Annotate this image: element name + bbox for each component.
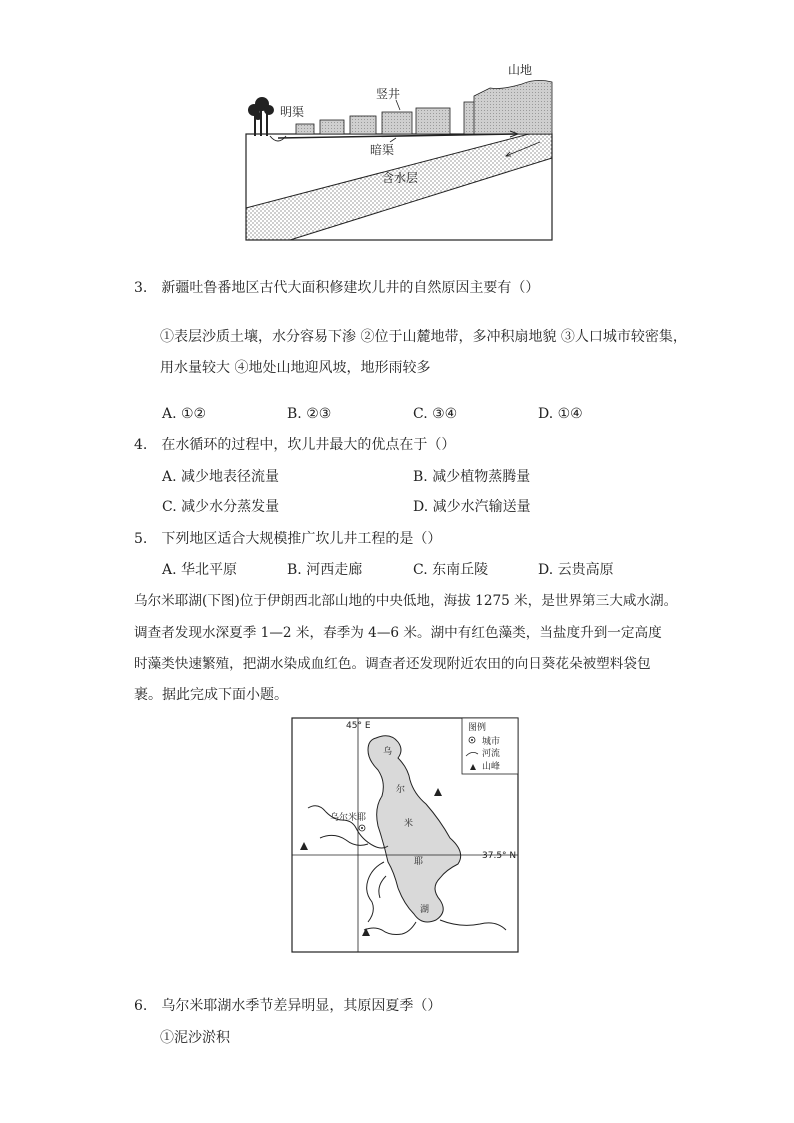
lake-char: 耶 [414, 857, 424, 867]
lake-urmia-map [290, 716, 520, 954]
surface-block [296, 124, 314, 134]
legend-river: 河流 [482, 749, 501, 759]
q5-option-c[interactable]: C. 东南丘陵 [413, 562, 489, 578]
mountain-label: 山地 [508, 63, 533, 77]
q6-stem: 6. 乌尔米耶湖水季节差异明显，其原因夏季（） [134, 998, 442, 1014]
hidden-canal-label: 暗渠 [370, 143, 395, 157]
q5-option-b[interactable]: B. 河西走廊 [287, 562, 363, 578]
q5-option-a[interactable]: A. 华北平原 [162, 562, 238, 578]
tree-icon [248, 97, 274, 136]
q4-option-a[interactable]: A. 减少地表径流量 [162, 469, 280, 485]
lake-char: 尔 [396, 785, 406, 795]
lake-char: 米 [404, 819, 414, 829]
q5-option-d[interactable]: D. 云贵高原 [538, 562, 614, 578]
passage-line3: 时藻类快速繁殖，把湖水染成血红色。调查者还发现附近农田的向日葵花朵被塑料袋包 [134, 656, 651, 672]
q5-stem: 5. 下列地区适合大规模推广坎儿井工程的是（） [134, 531, 442, 547]
surface-block [416, 108, 450, 134]
q3-option-a[interactable]: A. ①② [162, 406, 207, 422]
city-label: 乌尔米耶 [330, 813, 367, 823]
q3-option-d[interactable]: D. ①④ [538, 406, 583, 422]
shaft-label: 竖井 [376, 87, 401, 101]
karez-diagram [240, 58, 560, 248]
lake-char: 乌 [383, 747, 393, 757]
open-canal-label: 明渠 [280, 105, 305, 119]
q3-line2: 用水量较大 ④地处山地迎风坡，地形雨较多 [160, 360, 431, 376]
q3-option-c[interactable]: C. ③④ [413, 406, 458, 422]
surface-block [350, 116, 376, 134]
legend-peak: 山峰 [482, 762, 501, 772]
q3-option-b[interactable]: B. ②③ [287, 406, 332, 422]
legend-title: 图例 [468, 723, 487, 733]
q4-option-c[interactable]: C. 减少水分蒸发量 [162, 499, 280, 515]
latitude-label: 37.5° N [482, 851, 517, 861]
q4-option-d[interactable]: D. 减少水汽输送量 [413, 499, 531, 515]
lake-char: 湖 [420, 905, 430, 915]
surface-block [320, 120, 344, 134]
passage-line4: 裹。据此完成下面小题。 [134, 687, 288, 703]
longitude-label: 45° E [346, 721, 371, 731]
q4-stem: 4. 在水循环的过程中，坎儿井最大的优点在于（） [134, 437, 456, 453]
passage-line2: 调查者发现水深夏季 1—2 米，春季为 4—6 米。湖中有红色藻类，当盐度升到一定高度 [134, 625, 662, 641]
legend-city: 城市 [482, 737, 501, 747]
mountain-block [474, 80, 552, 134]
q4-option-b[interactable]: B. 减少植物蒸腾量 [413, 469, 531, 485]
q3-stem: 3. 新疆吐鲁番地区古代大面积修建坎儿井的自然原因主要有（） [134, 280, 540, 296]
aquifer-label: 含水层 [382, 171, 419, 185]
passage-line1: 乌尔米耶湖(下图)位于伊朗西北部山地的中央低地，海拔 1275 米，是世界第三大咸水湖。 [134, 593, 678, 609]
q3-line1: ①表层沙质土壤，水分容易下渗 ②位于山麓地带，多冲积扇地貌 ③人口城市较密集， [160, 329, 687, 345]
surface-block [382, 112, 412, 134]
hidden-canal-line [278, 134, 516, 138]
q6-line1: ①泥沙淤积 [160, 1030, 230, 1046]
